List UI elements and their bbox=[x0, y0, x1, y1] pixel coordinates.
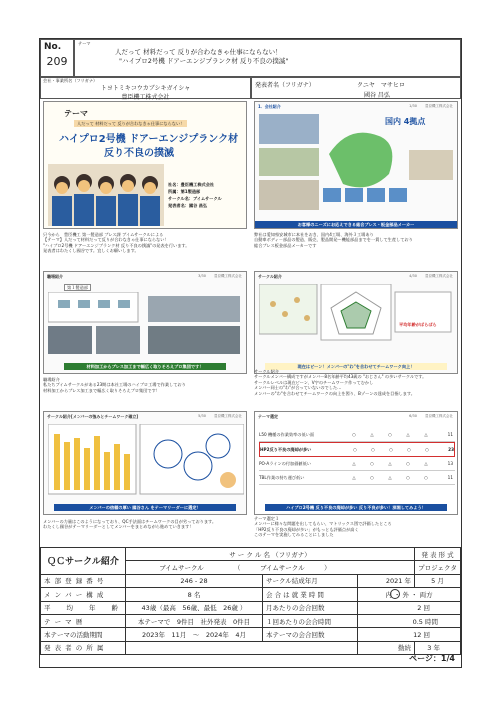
matrix-mark: △ bbox=[424, 460, 428, 466]
slide2-footer: お客様のニーズにお応えできる総合プレス・板金部品メーカー bbox=[255, 221, 457, 228]
meeting-label: 会 合 は 就 業 時 間 bbox=[263, 588, 358, 601]
avg-age: 43歳（最高 56歳、最低 26歳 ） bbox=[126, 601, 263, 614]
text-block-1 bbox=[43, 232, 247, 254]
history: 本テーマで 9件目 社外発表 0件目 bbox=[126, 614, 263, 627]
circle-name-label: サ ー ク ル 名 （フリガナ） bbox=[126, 548, 415, 561]
presenter-box bbox=[251, 77, 461, 99]
slide-company bbox=[254, 101, 458, 229]
matrix-row-highlight bbox=[259, 442, 455, 457]
text-3-line-2: 私たちブイムサークルがある23期は本社工場のハイプロ工場で作業しており bbox=[43, 382, 186, 388]
matrix-row-label: PO-Aラインの付加価値低い bbox=[259, 460, 311, 466]
slide1-info-3: サークル名：ブイムサークル bbox=[168, 196, 222, 201]
presentation-format: プロジェクタ bbox=[415, 561, 461, 574]
per-meeting: 0.5 時間 bbox=[358, 614, 461, 627]
text-2-line-3: 総合プレス板金部品メーカーです bbox=[254, 242, 317, 248]
slide1-sub: 人だって 材料だって 反りが合わなきゃ仕事にならない！ bbox=[74, 120, 187, 127]
qc-title: ＱＣサークル紹介 bbox=[41, 548, 126, 575]
matrix-mark: ○ bbox=[406, 460, 410, 466]
text-block-4 bbox=[254, 369, 458, 396]
period-label: 本テーマの活動期間 bbox=[41, 628, 126, 641]
slide-theme bbox=[43, 101, 247, 229]
slide-theme-selection bbox=[254, 411, 458, 515]
number-label: No. bbox=[44, 42, 62, 52]
text-4-line-3: サークルレベルは現在ピーン、V字のチームワーク作ってむかし bbox=[254, 379, 374, 385]
dept-label: 発 表 者 の 所 属 bbox=[41, 641, 126, 654]
text-5-line-2: わたくし國谷がテーマリーダーとしてメンバーをまとめながら進めていきます！ bbox=[43, 524, 194, 530]
matrix-mark: △ bbox=[406, 431, 410, 437]
matrix-row-label: L50 機種の作業効率の低い面 bbox=[259, 431, 315, 437]
slide6-brand: 豊臣機工株式会社 bbox=[425, 414, 453, 418]
member-charts bbox=[48, 424, 244, 498]
members-label: メ ン バ ー 構 成 bbox=[41, 588, 126, 601]
text-3-line-1: 職場紹介 bbox=[43, 377, 60, 382]
matrix-score: 13 bbox=[447, 460, 453, 466]
text-4-line-1: サークル紹介 bbox=[254, 369, 279, 374]
text-4-line-2: サークルメンバー構成ですがメンバー8名年齢平均43歳の "おじさん" の多いサークルです。 bbox=[254, 374, 427, 380]
matrix-mark: ○ bbox=[389, 446, 393, 452]
slide1-title-2: 反り不良の撲滅 bbox=[104, 148, 174, 159]
matrix-mark: ○ bbox=[424, 474, 428, 480]
number-value: 209 bbox=[46, 55, 68, 69]
matrix-mark: ○ bbox=[406, 474, 410, 480]
slide1-info-4: 発表者名：國谷 昌弘 bbox=[168, 203, 208, 208]
text-4-line-5: メンバーの"わ"を合わせてチームワークの向上を図り、Bゾーンの達成を目指します。 bbox=[254, 390, 415, 396]
text-block-2 bbox=[254, 232, 458, 248]
slide3-page: 3/30 bbox=[198, 274, 206, 278]
matrix-mark: ○ bbox=[370, 460, 374, 466]
per-meeting-label: １回あたりの会合時間 bbox=[263, 614, 358, 627]
slide4-footer: 現在はピーン！メンバーの"わ"を合わせてチームワーク向上！ bbox=[265, 363, 447, 370]
slide6-page: 6/30 bbox=[409, 414, 417, 418]
text-block-5 bbox=[43, 519, 247, 530]
text-6-line-4: このテーマを実施してみることにしました bbox=[254, 532, 334, 538]
company-name: 豊臣機工株式会社 bbox=[121, 94, 170, 102]
matrix-mark: △ bbox=[370, 431, 374, 437]
matrix-row bbox=[259, 471, 455, 485]
slide3-brand: 豊臣機工株式会社 bbox=[214, 274, 242, 278]
presentation-format-label: 発 表 形 式 bbox=[415, 548, 461, 561]
selection-matrix bbox=[259, 428, 455, 485]
slide-workplace bbox=[43, 271, 247, 374]
slide4-callout: 平均年齢がばらばら bbox=[399, 322, 437, 327]
monthly-label: 月あたりの会合回数 bbox=[263, 601, 358, 614]
total-label: 本テーマの会合回数 bbox=[263, 628, 358, 641]
slide3-heading: 職場紹介 bbox=[47, 274, 63, 279]
slide6-heading: テーマ選定 bbox=[258, 414, 278, 419]
slide5-heading: サークル紹介[メンバーの強みとチームワーク確立] bbox=[47, 414, 139, 419]
presenter-kana: クニヤ マサヒロ bbox=[357, 82, 405, 89]
theme-label: テーマ bbox=[78, 41, 91, 46]
slide6-footer: ハイプロ2号機 反り不良の廃却が多い 反り不良が多い！深堀してみよう！ bbox=[265, 504, 447, 511]
theme-line-2: "ハイプロ2号機 ドアーエンジプランク材 反り不良の撲滅" bbox=[119, 57, 289, 66]
slide3-sub: 第１製造部 bbox=[64, 284, 91, 291]
matrix-row-label: HP2反り不良の廃却が多い bbox=[260, 446, 312, 452]
matrix-score: 11 bbox=[447, 431, 453, 437]
team-photo bbox=[48, 164, 164, 226]
matrix-mark: △ bbox=[388, 474, 392, 480]
reg-no: 246 - 28 bbox=[126, 574, 263, 587]
formed-year: 2021 年 bbox=[358, 574, 415, 587]
text-block-6 bbox=[254, 516, 458, 538]
text-4-line-4: メンバー同士の"わ"が合っていないのでした… bbox=[254, 385, 342, 391]
presenter-name: 國谷 昌弘 bbox=[364, 92, 390, 99]
text-3-line-3: 材料加工からプレス加工まで幅広く取りそろえプロ集団です！ bbox=[43, 387, 160, 393]
report-page bbox=[39, 38, 462, 668]
text-block-3 bbox=[43, 377, 247, 393]
matrix-mark: ○ bbox=[371, 446, 375, 452]
period: 2023年 11月 ～ 2024年 4月 bbox=[126, 628, 263, 641]
history-label: テ ー マ 暦 bbox=[41, 614, 126, 627]
reg-no-label: 本 部 登 録 番 号 bbox=[41, 574, 126, 587]
company-map bbox=[259, 114, 455, 212]
slide4-page: 4/30 bbox=[409, 274, 417, 278]
text-2-line-1: 弊社は愛知県安城市に本社をおき、国内4工場、海外３工場あり bbox=[254, 232, 374, 237]
text-1-line-4: 発表者はわたくし國谷です。宜しくお願いします。 bbox=[43, 248, 139, 254]
slide2-big: 国内 4拠点 bbox=[385, 117, 426, 126]
presenter-label: 発表者名（フリガナ） bbox=[255, 82, 315, 89]
meeting-cell bbox=[358, 588, 461, 601]
slide2-heading: 1．会社紹介 bbox=[258, 104, 281, 109]
company-label: 会社・事業所名（フリガナ） bbox=[43, 78, 98, 83]
slide1-heading: テーマ bbox=[64, 109, 88, 118]
tenure: 3 年 bbox=[415, 641, 461, 654]
theme-line-1: 人だって 材料だって 反りが合わなきゃ仕事にならない！ bbox=[115, 48, 282, 57]
slide3-footer: 材料加工からプレス加工まで幅広く取りそろえプロ集団です！ bbox=[64, 363, 226, 370]
slide5-footer: メンバーの信頼の厚い 國谷さん をテーマリーダーに選定！ bbox=[54, 504, 236, 511]
slide5-brand: 豊臣機工株式会社 bbox=[214, 414, 242, 418]
qc-circle-table bbox=[40, 547, 461, 655]
page-indicator: ページ：1/4 bbox=[409, 654, 455, 663]
matrix-score: 11 bbox=[447, 474, 453, 480]
slide1-title-1: ハイプロ2号機 ドアーエンジプランク材 bbox=[59, 134, 239, 145]
matrix-mark: ○ bbox=[352, 431, 356, 437]
circle-kana: （ ブイムサークル ） bbox=[234, 564, 331, 573]
text-1-line-2: 【テーマ】人だって材料だって反りが合わなきゃ仕事にならない！ bbox=[43, 237, 169, 243]
text-6-line-2: メンバーに様々な問題を出してもらい、マトリックス図で評価したところ bbox=[254, 521, 392, 527]
members: 8 名 bbox=[126, 588, 263, 601]
matrix-score: 23 bbox=[448, 446, 454, 452]
matrix-row-label: TBL作業の持ち運び低い bbox=[259, 474, 305, 480]
circle-name: ブイムサークル bbox=[159, 564, 204, 573]
slide4-heading: サークル紹介 bbox=[258, 274, 282, 279]
slide-members bbox=[43, 411, 247, 515]
total: 12 回 bbox=[358, 628, 461, 641]
text-6-line-1: テーマ選定１ bbox=[254, 516, 280, 521]
text-6-line-3: 「HP2反り不良の廃却が多い」がもっとも評価点が高く bbox=[254, 526, 359, 532]
matrix-row bbox=[259, 428, 455, 442]
dept bbox=[126, 641, 358, 654]
circle-charts bbox=[259, 284, 455, 358]
slide2-brand: 豊臣機工株式会社 bbox=[425, 104, 453, 108]
matrix-mark: ○ bbox=[425, 446, 429, 452]
text-5-line-1: メンバーの力量はこのようになっており、QC手法面はチームワークの目が劣っております。 bbox=[43, 519, 217, 524]
matrix-mark: △ bbox=[352, 474, 356, 480]
slide5-page: 5/30 bbox=[198, 414, 206, 418]
matrix-row bbox=[259, 457, 455, 471]
matrix-mark: △ bbox=[352, 460, 356, 466]
company-box bbox=[40, 77, 251, 102]
company-kana: トヨトミキコウカブシキガイシャ bbox=[100, 85, 191, 93]
matrix-mark: ○ bbox=[370, 474, 374, 480]
text-1-line-3: "ハイプロ2号機 ドアーエンジプランク材 反り不良の撲滅"の発表を行います。 bbox=[43, 242, 190, 248]
text-1-line-1: 只今から 豊臣機工 第一製造部 プレス課 ブイムサークルによる bbox=[43, 232, 164, 237]
slide1-info-1: 社名：豊臣機工株式会社 bbox=[168, 182, 215, 187]
matrix-mark: ○ bbox=[388, 431, 392, 437]
slide1-info-2: 所属：第1製造部 bbox=[168, 189, 201, 194]
matrix-mark: ○ bbox=[407, 446, 411, 452]
slide2-page: 1/30 bbox=[409, 104, 417, 108]
matrix-mark: △ bbox=[388, 460, 392, 466]
workplace-photos bbox=[48, 292, 244, 354]
number-box bbox=[40, 39, 74, 77]
matrix-mark: △ bbox=[424, 431, 428, 437]
tenure-label: 勤続 bbox=[358, 641, 415, 654]
matrix-mark: ○ bbox=[353, 446, 357, 452]
circle-name-cell bbox=[126, 561, 415, 574]
meeting: 内 ・ 外 ・ 両方 bbox=[385, 590, 433, 599]
formed-month: 5 月 bbox=[415, 574, 461, 587]
slide4-brand: 豊臣機工株式会社 bbox=[425, 274, 453, 278]
monthly: 2 回 bbox=[358, 601, 461, 614]
text-2-line-2: 自動車ボディ－部品の製造、販売、製品開発～機能部品までを一貫して生産しており bbox=[254, 237, 413, 243]
theme-box bbox=[74, 39, 461, 77]
avg-age-label: 平 均 年 齢 bbox=[41, 601, 126, 614]
formed-label: サークル結成年月 bbox=[263, 574, 358, 587]
slide-circle bbox=[254, 271, 458, 374]
